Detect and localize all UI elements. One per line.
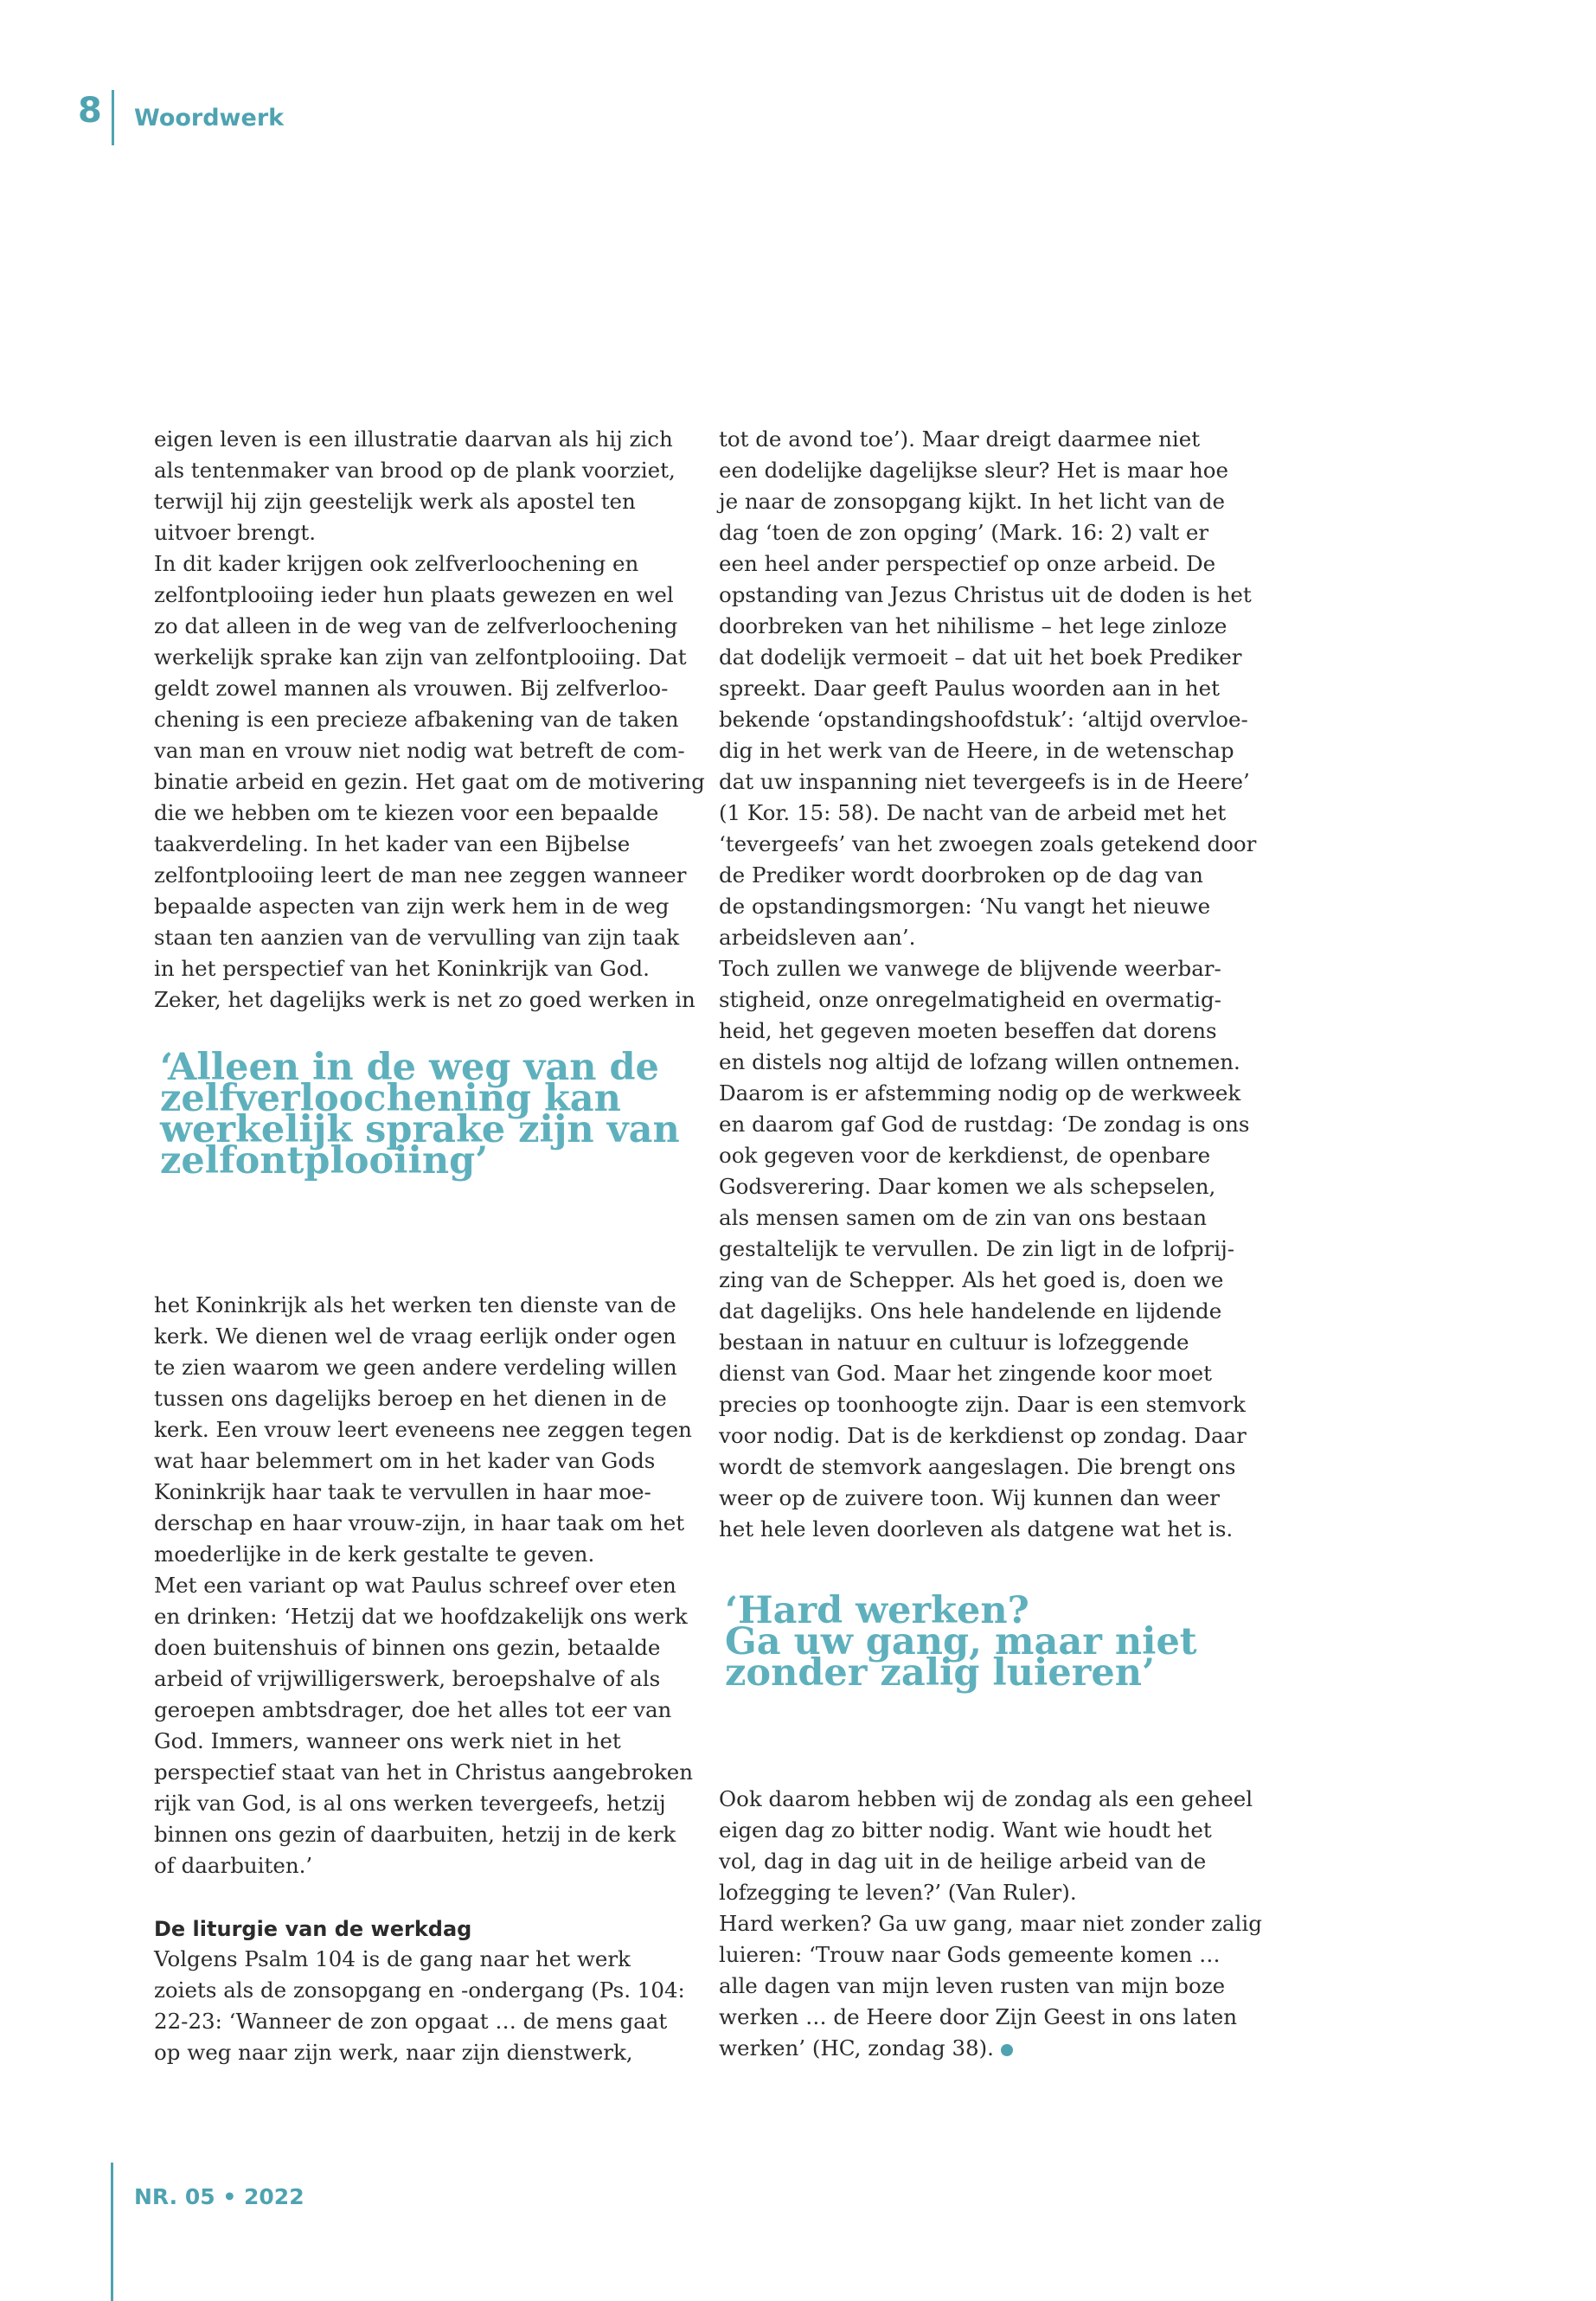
- text-line: lofzegging te leven?’ (Van Ruler).: [719, 1880, 1077, 1905]
- text-line: derschap en haar vrouw-zijn, in haar taak om het: [154, 1510, 685, 1535]
- text-line: ook gegeven voor de kerkdienst, de openbare: [719, 1143, 1211, 1168]
- text-line: kerk. Een vrouw leert eveneens nee zeggen tegen: [154, 1417, 692, 1442]
- text-line: spreekt. Daar geeft Paulus woorden aan in het: [719, 676, 1220, 701]
- text-line: op weg naar zijn werk, naar zijn dienstwerk,: [154, 2040, 633, 2065]
- text-line: van man en vrouw niet nodig wat betreft de com-: [154, 738, 685, 763]
- text-line: het hele leven doorleven als datgene wat het is.: [719, 1516, 1234, 1541]
- section-label: Woordwerk: [134, 105, 285, 131]
- text-line: gestaltelijk te vervullen. De zin ligt in de lofprij-: [719, 1236, 1234, 1261]
- text-line: arbeid of vrijwilligerswerk, beroepshalve of als: [154, 1666, 661, 1691]
- text-line: binnen ons gezin of daarbuiten, hetzij in de kerk: [154, 1822, 676, 1847]
- text-line: een dodelijke dagelijkse sleur? Het is maar hoe: [719, 458, 1229, 483]
- header-divider: [112, 90, 114, 145]
- text-line: zo dat alleen in de weg van de zelfverloochening: [154, 613, 678, 638]
- text-line: en drinken: ‘Hetzij dat we hoofdzakelijk ons werk: [154, 1604, 688, 1629]
- text-line: tot de avond toe’). Maar dreigt daarmee niet: [719, 426, 1201, 452]
- footer-divider: [111, 2163, 113, 2301]
- text-line: dag ‘toen de zon opging’ (Mark. 16: 2) valt er: [719, 520, 1209, 545]
- text-line: een heel ander perspectief op onze arbeid. De: [719, 551, 1216, 576]
- text-line: zing van de Schepper. Als het goed is, doen we: [719, 1267, 1224, 1292]
- text-line-final: werken’ (HC, zondag 38).: [719, 2035, 994, 2061]
- text-line: luieren: ‘Trouw naar Gods gemeente komen …: [719, 1942, 1221, 1967]
- text-line: moederlijke in de kerk gestalte te geven.: [154, 1541, 595, 1567]
- text-line: dat uw inspanning niet tevergeefs is in de Heere’: [719, 769, 1250, 794]
- text-line: werkelijk sprake kan zijn van zelfontplooiing. Dat: [154, 644, 687, 670]
- text-line: binatie arbeid en gezin. Het gaat om de motivering: [154, 769, 705, 794]
- right-column-text-1: [719, 424, 1256, 1545]
- text-line: eigen leven is een illustratie daarvan als hij zich: [154, 426, 673, 452]
- text-line: zoiets als de zonsopgang en -ondergang (Ps. 104:: [154, 1977, 685, 2003]
- text-line: geroepen ambtsdrager, doe het alles tot eer van: [154, 1697, 672, 1722]
- text-line: terwijl hij zijn geestelijk werk als apostel ten: [154, 489, 636, 514]
- text-line: dat dagelijks. Ons hele handelende en lijdende: [719, 1298, 1222, 1324]
- text-line: de opstandingsmorgen: ‘Nu vangt het nieuwe: [719, 894, 1211, 919]
- text-line: uitvoer brengt.: [154, 520, 317, 545]
- text-line: te zien waarom we geen andere verdeling willen: [154, 1355, 677, 1380]
- text-line: (1 Kor. 15: 58). De nacht van de arbeid met het: [719, 800, 1227, 825]
- text-line: Ga uw gang, maar niet: [725, 1620, 1197, 1663]
- text-line: precies op toonhoogte zijn. Daar is een stemvork: [719, 1392, 1246, 1417]
- text-line: Toch zullen we vanwege de blijvende weerbar-: [719, 956, 1221, 981]
- text-line: Ook daarom hebben wij de zondag als een geheel: [719, 1786, 1253, 1811]
- text-line: in het perspectief van het Koninkrijk van God.: [154, 956, 650, 981]
- text-line: Daarom is er afstemming nodig op de werkweek: [719, 1080, 1241, 1106]
- text-line: kerk. We dienen wel de vraag eerlijk onder ogen: [154, 1324, 676, 1349]
- text-line: doorbreken van het nihilisme – het lege zinloze: [719, 613, 1227, 638]
- text-line: ‘Alleen in de weg van de: [160, 1046, 659, 1089]
- text-line: geldt zowel mannen als vrouwen. Bij zelfverloo-: [154, 676, 669, 701]
- text-line: of daarbuiten.’: [154, 1853, 313, 1878]
- text-line: Met een variant op wat Paulus schreef over eten: [154, 1573, 676, 1598]
- right-column-text-2: [719, 1784, 1262, 2064]
- text-line: ‘Hard werken?: [725, 1589, 1029, 1632]
- text-line: arbeidsleven aan’.: [719, 925, 916, 950]
- text-line: zelfontplooiing’: [160, 1139, 489, 1183]
- text-line: zelfontplooiing ieder hun plaats gewezen en wel: [154, 582, 674, 607]
- text-line: tussen ons dagelijks beroep en het dienen in de: [154, 1386, 667, 1411]
- text-line: Volgens Psalm 104 is de gang naar het werk: [154, 1946, 631, 1971]
- left-column-text-2: [154, 1290, 693, 1881]
- text-line: bepaalde aspecten van zijn werk hem in de weg: [154, 894, 670, 919]
- text-line: bekende ‘opstandingshoofdstuk’: ‘altijd overvloe-: [719, 707, 1248, 732]
- text-line: alle dagen van mijn leven rusten van mijn boze: [719, 1973, 1226, 1998]
- text-line: staan ten aanzien van de vervulling van zijn taak: [154, 925, 680, 950]
- text-line: Godsverering. Daar komen we als schepselen,: [719, 1174, 1216, 1199]
- text-line: God. Immers, wanneer ons werk niet in het: [154, 1728, 621, 1753]
- text-line: heid, het gegeven moeten beseffen dat dorens: [719, 1018, 1217, 1043]
- text-line: perspectief staat van het in Christus aangebroken: [154, 1759, 694, 1785]
- text-line: Koninkrijk haar taak te vervullen in haar moe-: [154, 1479, 651, 1504]
- text-line: chening is een precieze afbakening van de taken: [154, 707, 679, 732]
- left-column-text-1: [154, 424, 705, 1016]
- text-line: dig in het werk van de Heere, in de wetenschap: [719, 738, 1234, 763]
- text-line: die we hebben om te kiezen voor een bepaalde: [154, 800, 659, 825]
- text-line: en distels nog altijd de lofzang willen ontnemen.: [719, 1049, 1240, 1074]
- text-line: dat dodelijk vermoeit – dat uit het boek Prediker: [719, 644, 1242, 670]
- text-line: ‘tevergeefs’ van het zwoegen zoals getekend door: [719, 831, 1257, 856]
- text-line: [719, 2033, 1262, 2064]
- text-line: werken … de Heere door Zijn Geest in ons laten: [719, 2004, 1238, 2029]
- text-line: In dit kader krijgen ook zelfverloochening en: [154, 551, 639, 576]
- text-line: en daarom gaf God de rustdag: ‘De zondag is ons: [719, 1112, 1250, 1137]
- text-line: als tentenmaker van brood op de plank voorziet,: [154, 458, 676, 483]
- text-line: weer op de zuivere toon. Wij kunnen dan weer: [719, 1485, 1220, 1510]
- text-line: de Prediker wordt doorbroken op de dag van: [719, 862, 1203, 888]
- pullquote-right: [725, 1589, 1197, 1695]
- text-line: Zeker, het dagelijks werk is net zo goed werken in: [154, 987, 695, 1012]
- text-line: opstanding van Jezus Christus uit de doden is het: [719, 582, 1252, 607]
- issue-number: NR. 05 • 2022: [134, 2184, 304, 2209]
- text-line: dienst van God. Maar het zingende koor moet: [719, 1361, 1212, 1386]
- text-line: eigen dag zo bitter nodig. Want wie houdt het: [719, 1817, 1212, 1843]
- text-line: het Koninkrijk als het werken ten dienste van de: [154, 1292, 676, 1317]
- text-line: wat haar belemmert om in het kader van Gods: [154, 1448, 656, 1473]
- text-line: zonder zalig luieren’: [725, 1651, 1155, 1695]
- text-line: zelfontplooiing leert de man nee zeggen wanneer: [154, 862, 687, 888]
- text-line: vol, dag in dag uit in de heilige arbeid van de: [719, 1849, 1207, 1874]
- text-line: Hard werken? Ga uw gang, maar niet zonder zalig: [719, 1911, 1262, 1936]
- text-line: wordt de stemvork aangeslagen. Die brengt ons: [719, 1454, 1236, 1479]
- text-line: je naar de zonsopgang kijkt. In het licht van de: [719, 489, 1226, 514]
- text-line: werkelijk sprake zijn van: [160, 1108, 680, 1151]
- text-line: 22-23: ‘Wanneer de zon opgaat … de mens gaat: [154, 2009, 668, 2034]
- text-line: voor nodig. Dat is de kerkdienst op zondag. Daar: [719, 1423, 1247, 1448]
- end-of-article-dot-icon: [1001, 2044, 1013, 2056]
- text-line: stigheid, onze onregelmatigheid en overmatig-: [719, 987, 1221, 1012]
- text-line: als mensen samen om de zin van ons bestaan: [719, 1205, 1207, 1230]
- page-number: 8: [78, 91, 102, 131]
- left-column-text-3: [154, 1944, 685, 2068]
- text-line: zelfverloochening kan: [160, 1077, 621, 1120]
- text-line: bestaan in natuur en cultuur is lofzeggende: [719, 1330, 1189, 1355]
- pullquote-left: [160, 1046, 680, 1183]
- text-line: taakverdeling. In het kader van een Bijbelse: [154, 831, 631, 856]
- subheading-liturgie: De liturgie van de werkdag: [154, 1917, 472, 1941]
- text-line: doen buitenshuis of binnen ons gezin, betaalde: [154, 1635, 661, 1660]
- text-line: rijk van God, is al ons werken tevergeefs, hetzij: [154, 1791, 666, 1816]
